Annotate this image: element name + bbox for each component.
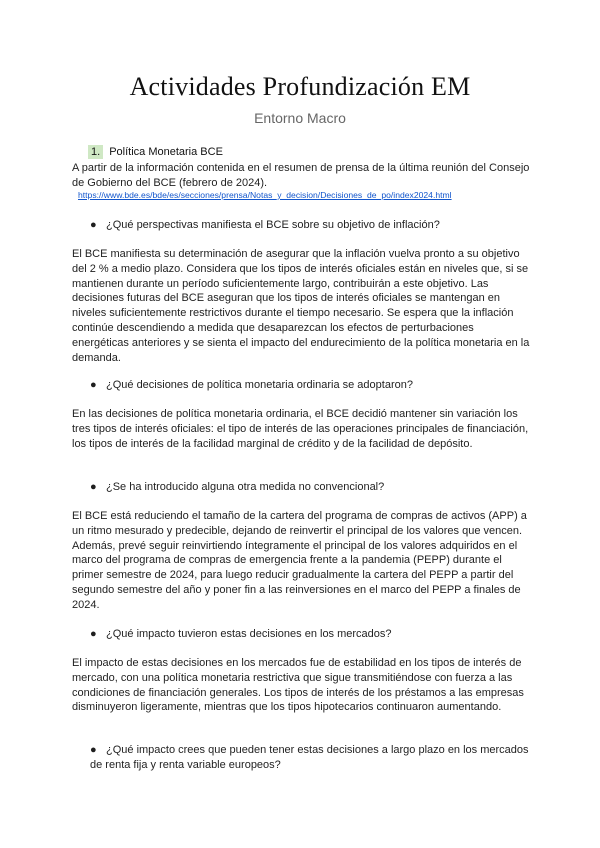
question-text: ¿Se ha introducido alguna otra medida no convencional? bbox=[106, 481, 385, 493]
section-heading-text: Política Monetaria BCE bbox=[109, 146, 223, 158]
document-title: Actividades Profundización EM bbox=[129, 72, 471, 101]
question-text: ¿Qué impacto crees que pueden tener estas decisiones a largo plazo en los mercados de renta fija y renta variable europeos? bbox=[90, 744, 529, 771]
question-text: ¿Qué perspectivas manifiesta el BCE sobre su objetivo de inflación? bbox=[106, 219, 440, 231]
document-subtitle: Entorno Macro bbox=[254, 110, 346, 126]
question-2 bbox=[90, 378, 530, 393]
section-number: 1. bbox=[88, 145, 103, 159]
section-heading bbox=[88, 146, 223, 158]
source-link[interactable]: https://www.bde.es/bde/es/secciones/prensa/Notas_y_decision/Decisiones_de_po/index2024.html bbox=[78, 190, 452, 200]
bullet-icon: ● bbox=[90, 628, 97, 640]
bullet-icon: ● bbox=[90, 379, 97, 391]
answer-3: El BCE está reduciendo el tamaño de la cartera del programa de compras de activos (APP) a un ritmo mesurado y predecible, dejando de reinvertir el principal de los valores que vencen. Además, prevé seguir reinvirtiendo íntegramente el principal de los valores adquiridos en el marco del programa de compras de emergencia frente a la pandemia (PEPP) durante el primer semestre de 2024, para luego reducir gradualmente la cartera del PEPP a partir del segundo semestre del año y poner fin a las reinversiones en el marco del PEPP a finales de 2024. bbox=[72, 510, 527, 611]
answer-4: El impacto de estas decisiones en los mercados fue de estabilidad en los tipos de interés de mercado, con una política monetaria restrictiva que sigue transmitiéndose con fuerza a las condiciones de financiación generales. Los tipos de interés de los préstamos a las empresas disminuyeron ligeramente, mientras que los tipos hipotecarios continuaron aumentando. bbox=[72, 657, 524, 714]
question-5 bbox=[90, 743, 530, 773]
question-text: ¿Qué impacto tuvieron estas decisiones en los mercados? bbox=[106, 628, 392, 640]
answer-2: En las decisiones de política monetaria ordinaria, el BCE decidió mantener sin variación los tres tipos de interés oficiales: el tipo de interés de las operaciones principales de financiación, los tipos de interés de la facilidad marginal de crédito y de la facilidad de depósito. bbox=[72, 408, 529, 450]
question-text: ¿Qué decisiones de política monetaria ordinaria se adoptaron? bbox=[106, 379, 413, 391]
bullet-icon: ● bbox=[90, 219, 97, 231]
question-1 bbox=[90, 218, 530, 233]
section-intro: A partir de la información contenida en el resumen de prensa de la última reunión del Consejo de Gobierno del BCE (febrero de 2024). bbox=[72, 162, 530, 189]
question-3 bbox=[90, 480, 530, 495]
bullet-icon: ● bbox=[90, 481, 97, 493]
question-4 bbox=[90, 627, 530, 642]
bullet-icon: ● bbox=[90, 744, 97, 756]
answer-1: El BCE manifiesta su determinación de asegurar que la inflación vuelva pronto a su objetivo del 2 % a medio plazo. Considera que los tipos de interés oficiales están en niveles que, si se mantienen durante un período suficientemente largo, contribuirán a este objetivo. Las decisiones futuras del BCE aseguran que los tipos de interés oficiales se mantengan en niveles suficientemente restrictivos durante el tiempo necesario. Se espera que la inflación continúe descendiendo a medida que desaparezcan los efectos de perturbaciones energéticas anteriores y se sienta el impacto del endurecimiento de la política monetaria en la demanda. bbox=[72, 248, 530, 364]
